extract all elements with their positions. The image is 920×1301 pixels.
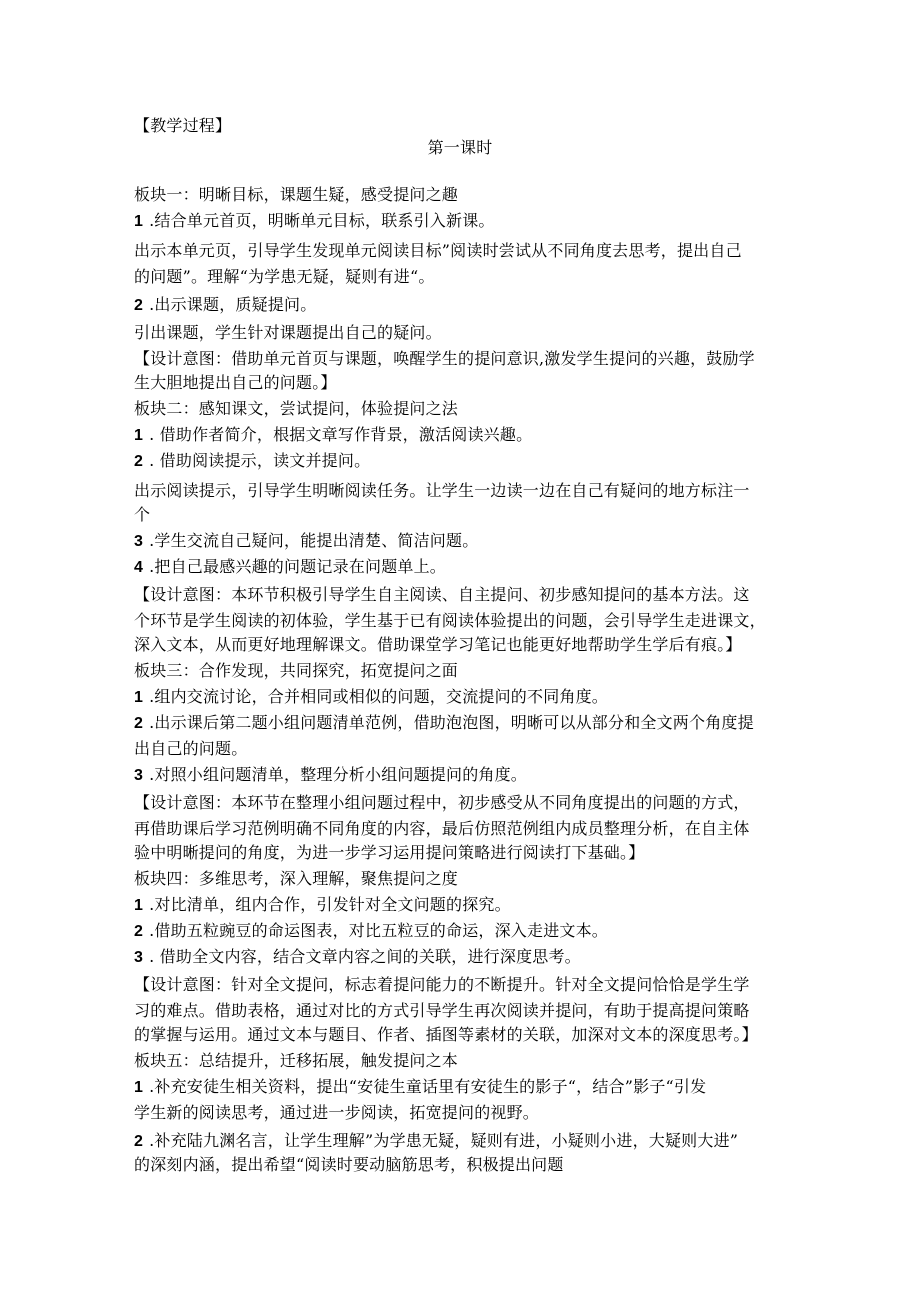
line-text: .对照小组问题清单，整理分析小组问题提问的角度。 — [149, 765, 527, 784]
lesson-title: 第一课时 — [427, 138, 493, 157]
line-number: 4 — [134, 559, 144, 576]
line-text: 【设计意图：借助单元首页与课题，唤醒学生的提问意识,激发学生提问的兴趣，鼓励学 — [134, 349, 755, 368]
line-text: .结合单元首页，明晰单元目标，联系引入新课。 — [149, 211, 495, 230]
line-text: 生大胆地提出自己的问题。】 — [134, 373, 337, 392]
text-line — [134, 792, 750, 814]
text-line — [134, 1000, 750, 1022]
text-line — [134, 818, 750, 840]
text-line — [134, 974, 750, 996]
numbered-line — [134, 686, 608, 709]
line-text: 引出课题，学生针对课题提出自己的疑问。 — [134, 323, 442, 342]
text-line — [134, 1154, 564, 1176]
line-number: 3 — [134, 533, 144, 550]
line-text: 板块二：感知课文，尝试提问，体验提问之法 — [134, 399, 459, 418]
line-text: .借助五粒豌豆的命运图表，对比五粒豆的命运，深入走进文本。 — [149, 921, 608, 940]
line-text: 出示本单元页，引导学生发现单元阅读目标”阅读时尝试从不同角度去思考，提出自己 — [134, 241, 742, 260]
line-text: 学生新的阅读思考，通过进一步阅读，拓宽提问的视野。 — [134, 1103, 540, 1122]
numbered-line — [134, 1076, 706, 1099]
line-text: .把自己最感兴趣的问题记录在问题单上。 — [149, 557, 446, 576]
line-text: 个 — [134, 505, 151, 524]
line-number: 2 — [134, 453, 144, 470]
numbered-line — [134, 530, 478, 553]
text-line — [134, 1024, 758, 1046]
numbered-line — [134, 712, 754, 735]
line-number: 2 — [134, 715, 144, 732]
section-heading: 【教学过程】 — [134, 116, 232, 135]
line-text: 个环节是学生阅读的初体验，学生基于已有阅读体验提出的问题，会引导学生走进课文， — [134, 611, 766, 630]
text-line — [134, 584, 750, 606]
text-line — [134, 1050, 458, 1072]
text-line — [134, 868, 458, 890]
line-text: . 借助作者简介，根据文章写作背景，激活阅读兴趣。 — [149, 425, 533, 444]
text-line — [134, 660, 458, 682]
line-number: 1 — [134, 689, 144, 706]
text-line — [134, 504, 150, 526]
line-number: 1 — [134, 213, 144, 230]
numbered-line — [134, 920, 608, 943]
line-text: 的深刻内涵，提出希望“阅读时要动脑筋思考，积极提出问题 — [134, 1155, 564, 1174]
line-text: 板块三：合作发现，共同探究，拓宽提问之面 — [134, 661, 459, 680]
line-text: .学生交流自己疑问，能提出清楚、简洁问题。 — [149, 531, 479, 550]
text-line — [134, 1102, 539, 1124]
line-number: 1 — [134, 427, 144, 444]
line-text: .出示课后第二题小组问题清单范例，借助泡泡图，明晰可以从部分和全文两个角度提 — [149, 713, 754, 732]
text-line — [134, 634, 742, 656]
numbered-line — [134, 764, 527, 787]
line-text: . 借助阅读提示，读文并提问。 — [149, 451, 371, 470]
line-text: 再借助课后学习范例明确不同角度的内容，最后仿照范例组内成员整理分析，在自主体 — [134, 819, 750, 838]
line-text: 【设计意图：针对全文提问，标志着提问能力的不断提升。针对全文提问恰恰是学生学 — [134, 975, 750, 994]
line-text: .补充安徒生相关资料，提出“安徒生童话里有安徒生的影子“，结合”影子“引发 — [149, 1077, 707, 1096]
numbered-line — [134, 294, 316, 317]
numbered-line — [134, 450, 370, 473]
line-text: 板块五：总结提升，迁移拓展，触发提问之本 — [134, 1051, 459, 1070]
text-line — [134, 738, 247, 760]
line-number: 2 — [134, 1133, 144, 1150]
line-text: . 借助全文内容，结合文章内容之间的关联，进行深度思考。 — [149, 947, 581, 966]
text-line — [134, 610, 766, 632]
numbered-line — [134, 946, 581, 969]
line-text: 习的难点。借助表格，通过对比的方式引导学生再次阅读并提问，有助于提高提问策略 — [134, 1001, 750, 1020]
line-number: 1 — [134, 1079, 144, 1096]
line-text: .组内交流讨论，合并相同或相似的问题，交流提问的不同角度。 — [149, 687, 608, 706]
line-text: 的问题”。理解“为学患无疑，疑则有进“。 — [134, 267, 435, 286]
line-text: 出自己的问题。 — [134, 739, 248, 758]
text-line — [134, 240, 742, 262]
text-line — [134, 372, 337, 394]
text-line — [134, 842, 644, 864]
line-text: 验中明晰提问的角度，为进一步学习运用提问策略进行阅读打下基础。】 — [134, 843, 645, 862]
numbered-line — [134, 1130, 738, 1153]
line-number: 2 — [134, 923, 144, 940]
line-text: .补充陆九渊名言，让学生理解”为学患无疑，疑则有进，小疑则小进，大疑则大进” — [149, 1131, 739, 1150]
numbered-line — [134, 894, 511, 917]
numbered-line — [134, 424, 532, 447]
numbered-line — [134, 556, 446, 579]
text-line — [134, 322, 442, 344]
line-text: .对比清单，组内合作，引发针对全文问题的探究。 — [149, 895, 511, 914]
text-line — [134, 266, 435, 288]
text-line — [134, 184, 458, 206]
line-text: 【设计意图：本环节积极引导学生自主阅读、自主提问、初步感知提问的基本方法。这 — [134, 585, 750, 604]
line-number: 1 — [134, 897, 144, 914]
text-line — [134, 480, 750, 502]
line-number: 3 — [134, 949, 144, 966]
text-line — [134, 348, 755, 370]
line-text: 出示阅读提示，引导学生明晰阅读任务。让学生一边读一边在自己有疑问的地方标注一 — [134, 481, 750, 500]
line-text: 的掌握与运用。通过文本与题目、作者、插图等素材的关联，加深对文本的深度思考。】 — [134, 1025, 758, 1044]
line-text: 深入文本，从而更好地理解课文。借助课堂学习笔记也能更好地帮助学生学后有痕。】 — [134, 635, 742, 654]
numbered-line — [134, 210, 495, 233]
line-text: 【设计意图：本环节在整理小组问题过程中，初步感受从不同角度提出的问题的方式， — [134, 793, 750, 812]
line-number: 2 — [134, 297, 144, 314]
line-text: 板块四：多维思考，深入理解，聚焦提问之度 — [134, 869, 459, 888]
line-text: 板块一：明晰目标，课题生疑，感受提问之趣 — [134, 185, 459, 204]
text-line — [134, 398, 458, 420]
line-text: .出示课题，质疑提问。 — [149, 295, 317, 314]
line-number: 3 — [134, 767, 144, 784]
